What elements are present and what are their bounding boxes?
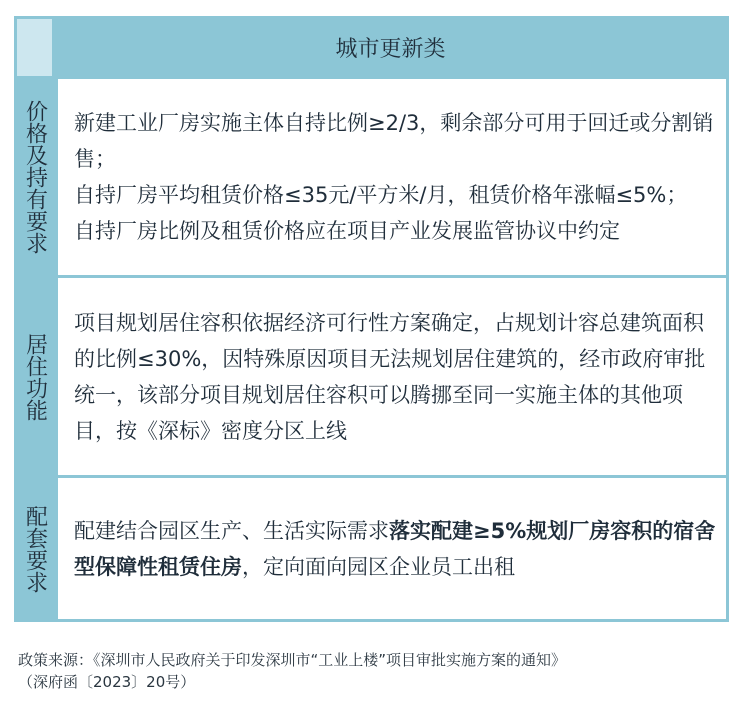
row-content-supporting [58,478,726,619]
source-line-2: （深府函〔2023〕20号） [18,673,196,691]
supporting-text-bold: 落实配建≥5%规划厂房容积的宿舍型保障性租赁住房 [74,518,716,579]
price-line-3: 自持厂房比例及租赁价格应在项目产业发展监管协议中约定 [74,219,620,243]
source-line-1: 政策来源：《深圳市人民政府关于印发深圳市“工业上楼”项目审批实施方案的通知》 [18,651,567,669]
price-line-2: 自持厂房平均租赁价格≤35元/平方米/月，租赁价格年涨幅≤5%； [74,183,688,207]
supporting-text [74,513,718,585]
row-content-price [58,79,726,275]
table-header-title: 城市更新类 [55,19,726,76]
row-label-residential [17,278,52,475]
policy-source-footer [18,649,733,693]
price-line-1: 新建工业厂房实施主体自持比例≥2/3，剩余部分可用于回迁或分割销售； [74,111,714,171]
row-label-price [17,79,52,275]
policy-table [14,16,729,622]
header-corner-cell [17,19,52,76]
row-label-price-text: 价格及持有要求 [22,100,48,254]
row-content-residential [58,278,726,475]
row-label-supporting [17,478,52,619]
row-label-supporting-text: 配套要求 [22,504,48,593]
row-label-residential-text: 居住功能 [22,332,48,421]
supporting-text-prefix: 配建结合园区生产、生活实际需求 [74,518,389,543]
supporting-text-suffix: ，定向面向园区企业员工出租 [242,554,515,579]
residential-text: 项目规划居住容积依据经济可行性方案确定，占规划计容总建筑面积的比例≤30%，因特殊原因项目无法规划居住建筑的，经市政府审批统一，该部分项目规划居住容积可以腾挪至同一实施主体的其他项目，按《深标》密度分区上线 [74,310,706,443]
